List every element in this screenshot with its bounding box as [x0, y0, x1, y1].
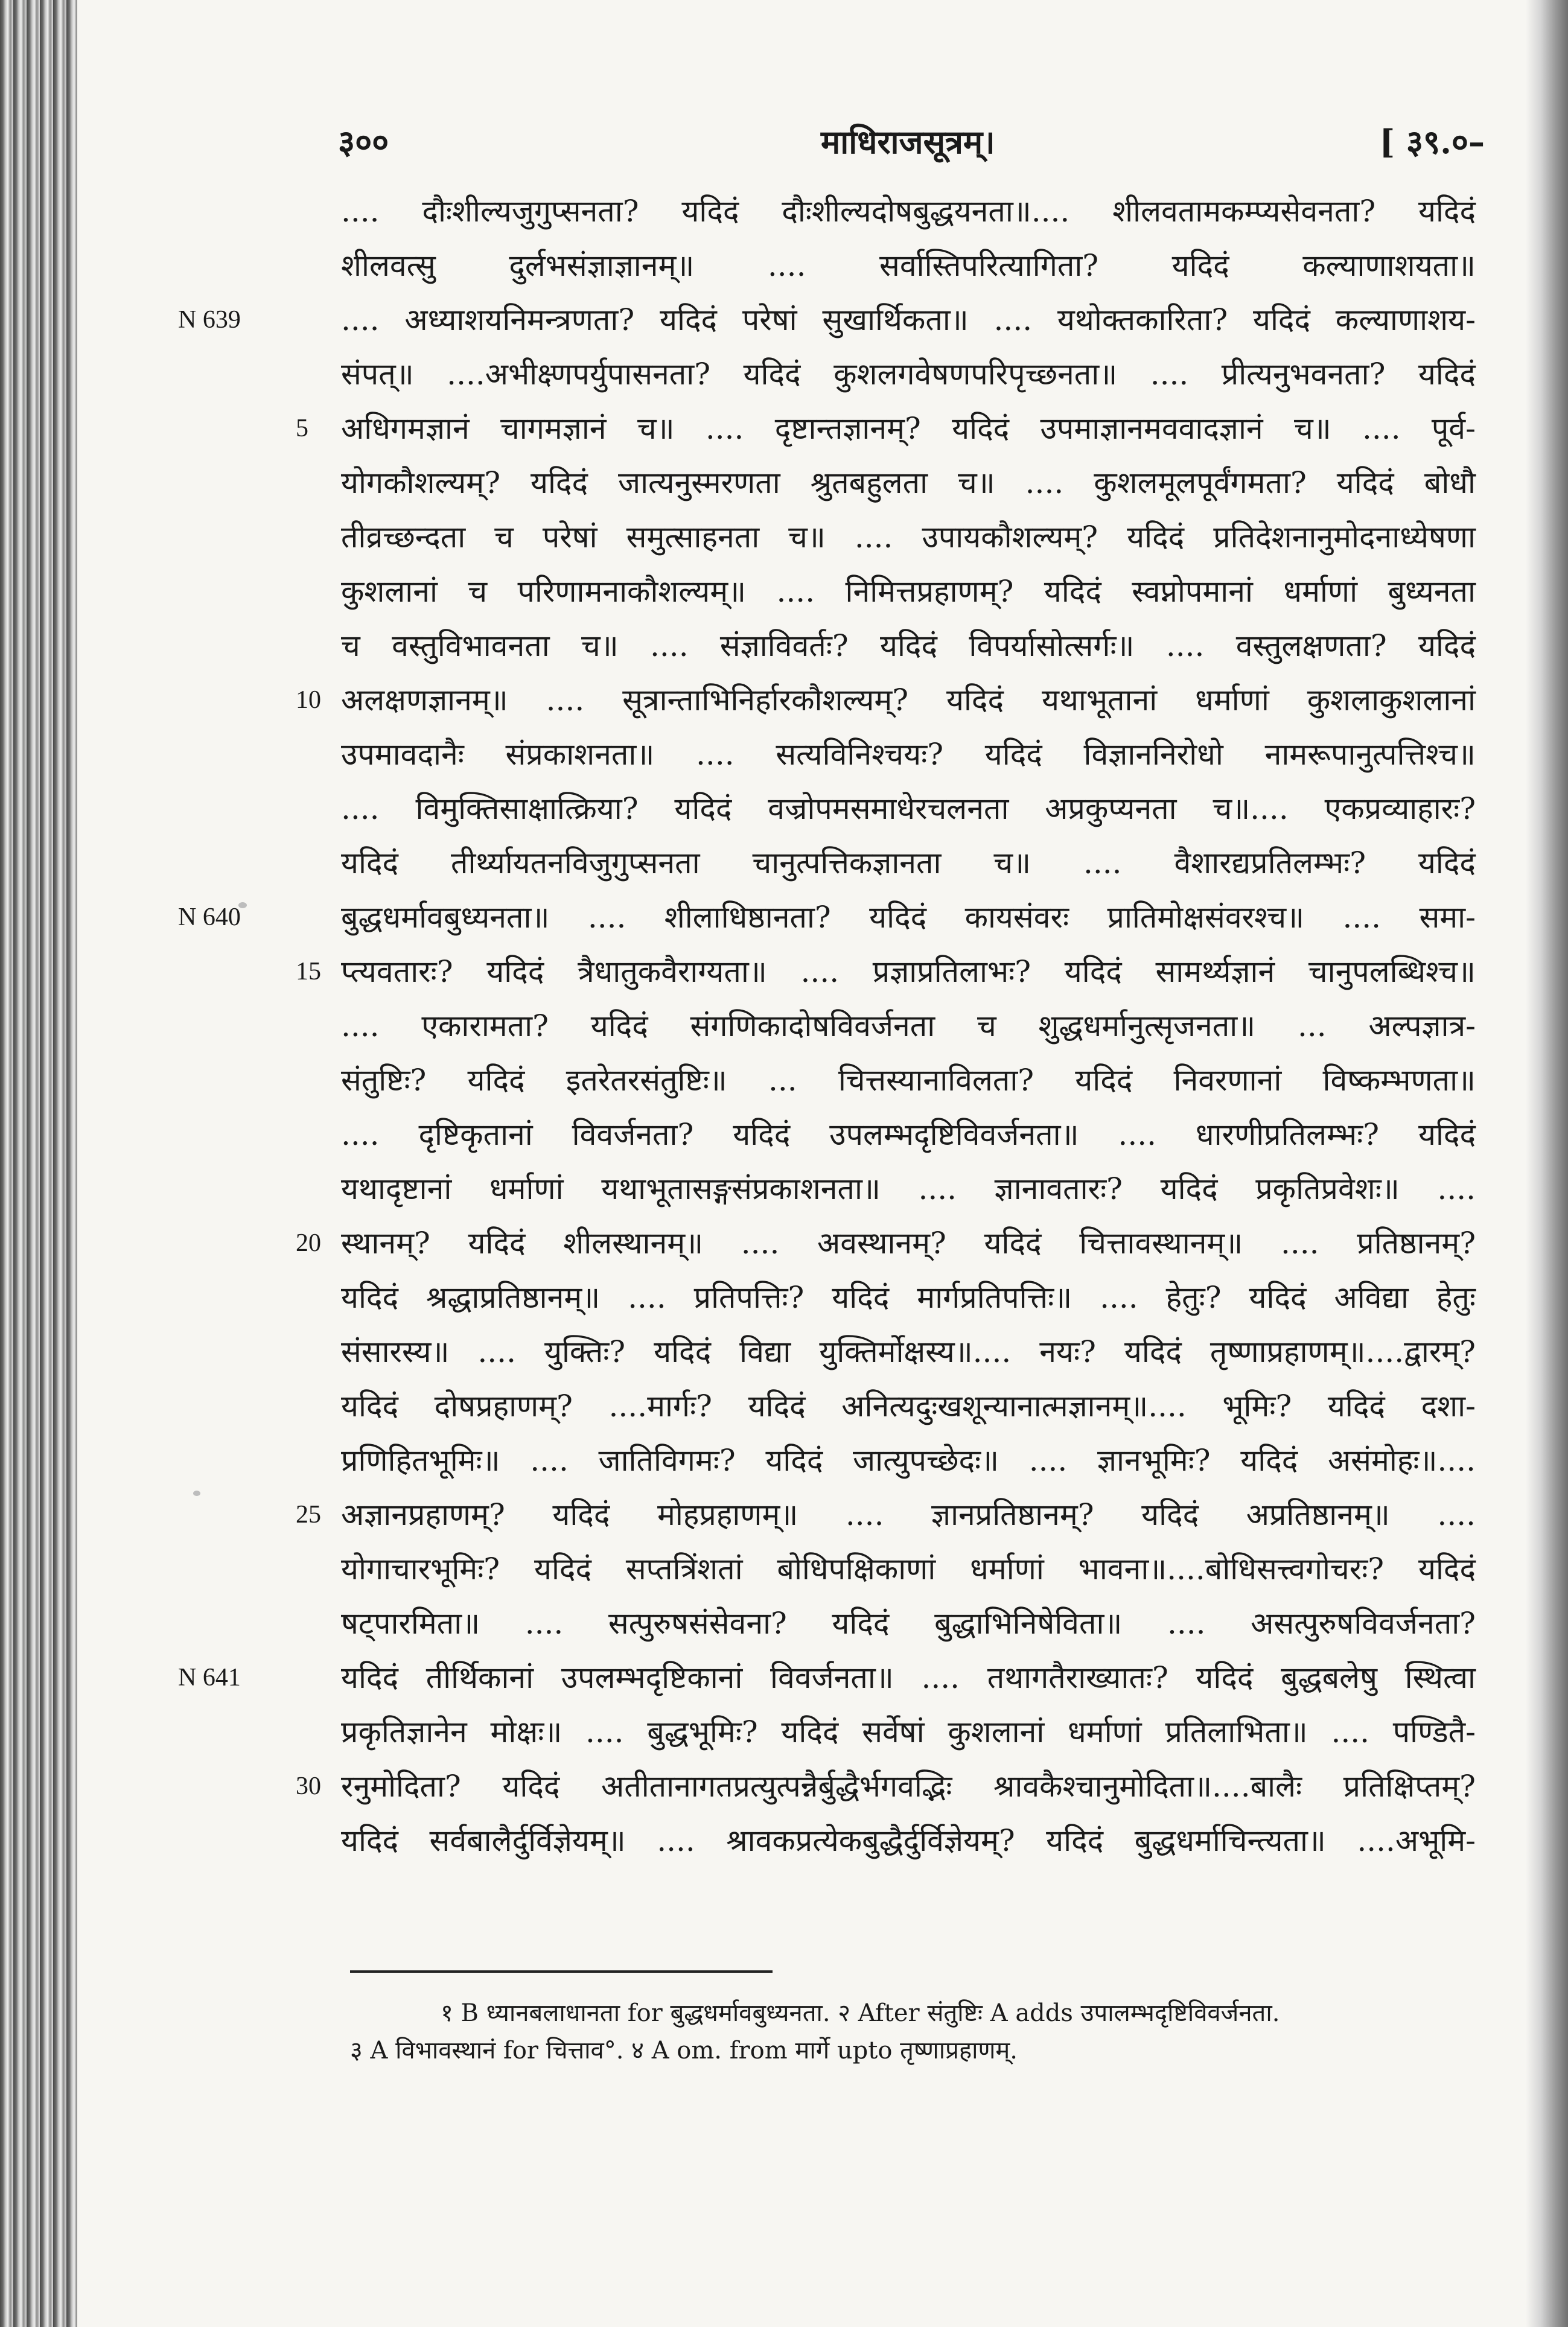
text-line	[341, 1433, 1476, 1488]
line-number: 30	[296, 1772, 321, 1800]
line-text: यथादृष्टानां धर्माणां यथाभूतासङ्गसंप्रकाशनता॥ .... ज्ञानावतारः? यदिदं प्रकृतिप्रवेशः॥ ....	[341, 1171, 1476, 1206]
text-line	[296, 1759, 1476, 1813]
page-edge-shadow	[1526, 0, 1568, 2327]
text-line	[296, 401, 1476, 456]
text-line	[341, 619, 1476, 673]
text-line	[296, 1216, 1476, 1270]
footnote-line: ३ A विभावस्थानं for चित्ताव°. ४ A om. from मार्गे upto तृष्णाप्रहाणम्.	[350, 2037, 1018, 2064]
running-header	[338, 118, 1485, 173]
text-line	[178, 890, 1476, 944]
text-line	[341, 1325, 1476, 1379]
line-text: संसारस्य॥ .... युक्तिः? यदिदं विद्या युक्तिर्मोक्षस्य॥.... नयः? यदिदं तृष्णाप्रहाणम्॥....द्वारम्?	[341, 1334, 1476, 1369]
running-title: माधिराजसूत्रम्।	[821, 123, 995, 161]
text-line	[341, 1053, 1476, 1107]
text-line	[341, 1379, 1476, 1433]
manuscript-folio-ref: N 640	[178, 903, 241, 931]
line-text: प्त्यवतारः? यदिदं त्रैधातुकवैराग्यता॥ .... प्रज्ञाप्रतिलाभः? यदिदं सामर्थ्यज्ञानं चानुपलब्धिश्च॥	[341, 954, 1476, 989]
line-text: अज्ञानप्रहाणम्? यदिदं मोहप्रहाणम्॥ .... ज्ञानप्रतिष्ठानम्? यदिदं अप्रतिष्ठानम्॥ ....	[341, 1497, 1476, 1532]
manuscript-folio-ref: N 639	[178, 306, 241, 334]
line-text: .... विमुक्तिसाक्षात्क्रिया? यदिदं वज्रोपमसमाधेरचलनता अप्रकुप्यनता च॥.... एकप्रव्याहारः?	[341, 791, 1476, 826]
line-text: .... अध्याशयनिमन्त्रणता? यदिदं परेषां सुखार्थिकता॥ .... यथोक्तकारिता? यदिदं कल्याणाशय-	[341, 302, 1476, 337]
line-number: 15	[296, 958, 321, 985]
line-text: यदिदं श्रद्धाप्रतिष्ठानम्॥ .... प्रतिपत्तिः? यदिदं मार्गप्रतिपत्तिः॥ .... हेतुः? यदिदं अविद्या हेतुः	[341, 1280, 1476, 1315]
text-line	[296, 944, 1476, 999]
line-text: .... एकारामता? यदिदं संगणिकादोषविवर्जनता च शुद्धधर्मानुत्सृजनता॥ ... अल्पज्ञात्र-	[341, 1008, 1476, 1043]
line-number: 5	[296, 415, 308, 442]
main-text	[178, 184, 1476, 1868]
text-line	[178, 293, 1476, 347]
page-number: ३००	[338, 123, 389, 161]
footnote-rule	[350, 1970, 773, 1973]
line-text: कुशलानां च परिणामनाकौशल्यम्॥ .... निमित्तप्रहाणम्? यदिदं स्वप्नोपमानां धर्माणां बुध्यनता	[341, 574, 1476, 609]
line-text: यदिदं तीर्थिकानां उपलम्भदृष्टिकानां विवर्जनता॥ .... तथागतैराख्यातः? यदिदं बुद्धबलेषु स्थित्वा	[341, 1660, 1476, 1695]
line-text: अलक्षणज्ञानम्॥ .... सूत्रान्ताभिनिर्हारकौशल्यम्? यदिदं यथाभूतानां धर्माणां कुशलाकुशलानां	[341, 683, 1476, 718]
line-text: अधिगमज्ञानं चागमज्ञानं च॥ .... दृष्टान्तज्ञानम्? यदिदं उपमाज्ञानमववादज्ञानं च॥ .... पूर्व-	[341, 411, 1476, 446]
book-binding-shadow	[0, 0, 77, 2327]
line-text: च वस्तुविभावनता च॥ .... संज्ञाविवर्तः? यदिदं विपर्यासोत्सर्गः॥ .... वस्तुलक्षणता? यदिदं	[341, 628, 1476, 663]
line-text: योगाचारभूमिः? यदिदं सप्तत्रिंशतां बोधिपक्षिकाणां धर्माणां भावना॥....बोधिसत्त्वगोचरः? यदिदं	[341, 1552, 1476, 1587]
text-line	[341, 1596, 1476, 1651]
footnote-line: १ B ध्यानबलाधानता for बुद्धधर्मावबुध्यनता. २ After संतुष्टिः A adds उपालम्भदृष्टिविवर्जनता.	[441, 1999, 1280, 2027]
line-text: उपमावदानैः संप्रकाशनता॥ .... सत्यविनिश्चयः? यदिदं विज्ञाननिरोधो नामरूपानुत्पत्तिश्च॥	[341, 737, 1476, 772]
scan-speck	[193, 1491, 200, 1496]
line-text: संपत्॥ ....अभीक्ष्णपर्युपासनता? यदिदं कुशलगवेषणपरिपृच्छनता॥ .... प्रीत्यनुभवनता? यदिदं	[341, 357, 1476, 392]
line-text: यदिदं तीर्थ्यायतनविजुगुप्सनता चानुत्पत्तिकज्ञानता च॥ .... वैशारद्यप्रतिलम्भः? यदिदं	[341, 845, 1476, 880]
line-number: 25	[296, 1501, 321, 1529]
text-line	[341, 836, 1476, 890]
text-line	[341, 456, 1476, 510]
text-line	[341, 1162, 1476, 1216]
text-line	[341, 510, 1476, 564]
line-text: संतुष्टिः? यदिदं इतरेतरसंतुष्टिः॥ ... चित्तस्यानाविलता? यदिदं निवरणानां विष्कम्भणता॥	[341, 1063, 1476, 1098]
footnotes	[350, 1994, 1485, 2069]
text-line	[341, 782, 1476, 836]
line-text: शीलवत्सु दुर्लभसंज्ञाज्ञानम्॥ .... सर्वास्तिपरित्यागिता? यदिदं कल्याणाशयता॥	[341, 248, 1476, 283]
text-line	[341, 727, 1476, 782]
text-line	[341, 347, 1476, 401]
line-text: यदिदं सर्वबालैर्दुर्विज्ञेयम्॥ .... श्रावकप्रत्येकबुद्धैर्दुर्विज्ञेयम्? यदिदं बुद्धधर्माचिन्त्यता॥ ....अभूमि-	[341, 1823, 1476, 1858]
line-text: प्रणिहितभूमिः॥ .... जातिविगमः? यदिदं जात्युपच्छेदः॥ .... ज्ञानभूमिः? यदिदं असंमोहः॥....	[341, 1443, 1476, 1478]
line-text: .... दृष्टिकृतानां विवर्जनता? यदिदं उपलम्भदृष्टिविवर्जनता॥ .... धारणीप्रतिलम्भः? यदिदं	[341, 1117, 1476, 1152]
text-line	[341, 1813, 1476, 1868]
text-line	[341, 999, 1476, 1053]
line-text: प्रकृतिज्ञानेन मोक्षः॥ .... बुद्धभूमिः? यदिदं सर्वेषां कुशलानां धर्माणां प्रतिलाभिता॥ .... पण्डितै-	[341, 1714, 1476, 1749]
text-line	[296, 1488, 1476, 1542]
section-range: [ ३९.०–	[1379, 123, 1485, 161]
text-line	[178, 1651, 1476, 1705]
line-text: योगकौशल्यम्? यदिदं जात्यनुस्मरणता श्रुतबहुलता च॥ .... कुशलमूलपूर्वंगमता? यदिदं बोधौ	[341, 465, 1476, 500]
line-text: यदिदं दोषप्रहाणम्? ....मार्गः? यदिदं अनित्यदुःखशून्यानात्मज्ञानम्॥.... भूमिः? यदिदं दशा-	[341, 1389, 1476, 1424]
text-line	[296, 673, 1476, 727]
text-line	[341, 1107, 1476, 1162]
line-number: 20	[296, 1229, 321, 1257]
text-line	[341, 184, 1476, 238]
line-text: .... दौःशील्यजुगुप्सनता? यदिदं दौःशील्यदोषबुद्धयनता॥.... शीलवतामकम्प्यसेवनता? यदिदं	[341, 194, 1476, 229]
text-line	[341, 1270, 1476, 1325]
line-text: षट्पारमिता॥ .... सत्पुरुषसंसेवना? यदिदं बुद्धाभिनिषेविता॥ .... असत्पुरुषविवर्जनता?	[341, 1606, 1476, 1641]
line-number: 10	[296, 686, 321, 714]
text-line	[341, 238, 1476, 293]
line-text: तीव्रच्छन्दता च परेषां समुत्साहनता च॥ .... उपायकौशल्यम्? यदिदं प्रतिदेशनानुमोदनाध्येषणा	[341, 520, 1476, 555]
text-line	[341, 1705, 1476, 1759]
line-text: बुद्धधर्मावबुध्यनता॥ .... शीलाधिष्ठानता? यदिदं कायसंवरः प्रातिमोक्षसंवरश्च॥ .... समा-	[341, 900, 1476, 935]
line-text: रनुमोदिता? यदिदं अतीतानागतप्रत्युत्पन्नैर्बुद्धैर्भगवद्भिः श्रावकैश्चानुमोदिता॥....बालैः प्रतिक्षिप्तम्?	[341, 1769, 1476, 1804]
line-text: स्थानम्? यदिदं शीलस्थानम्॥ .... अवस्थानम्? यदिदं चित्तावस्थानम्॥ .... प्रतिष्ठानम्?	[341, 1226, 1476, 1261]
text-line	[341, 1542, 1476, 1596]
manuscript-folio-ref: N 641	[178, 1664, 241, 1692]
text-line	[341, 564, 1476, 619]
